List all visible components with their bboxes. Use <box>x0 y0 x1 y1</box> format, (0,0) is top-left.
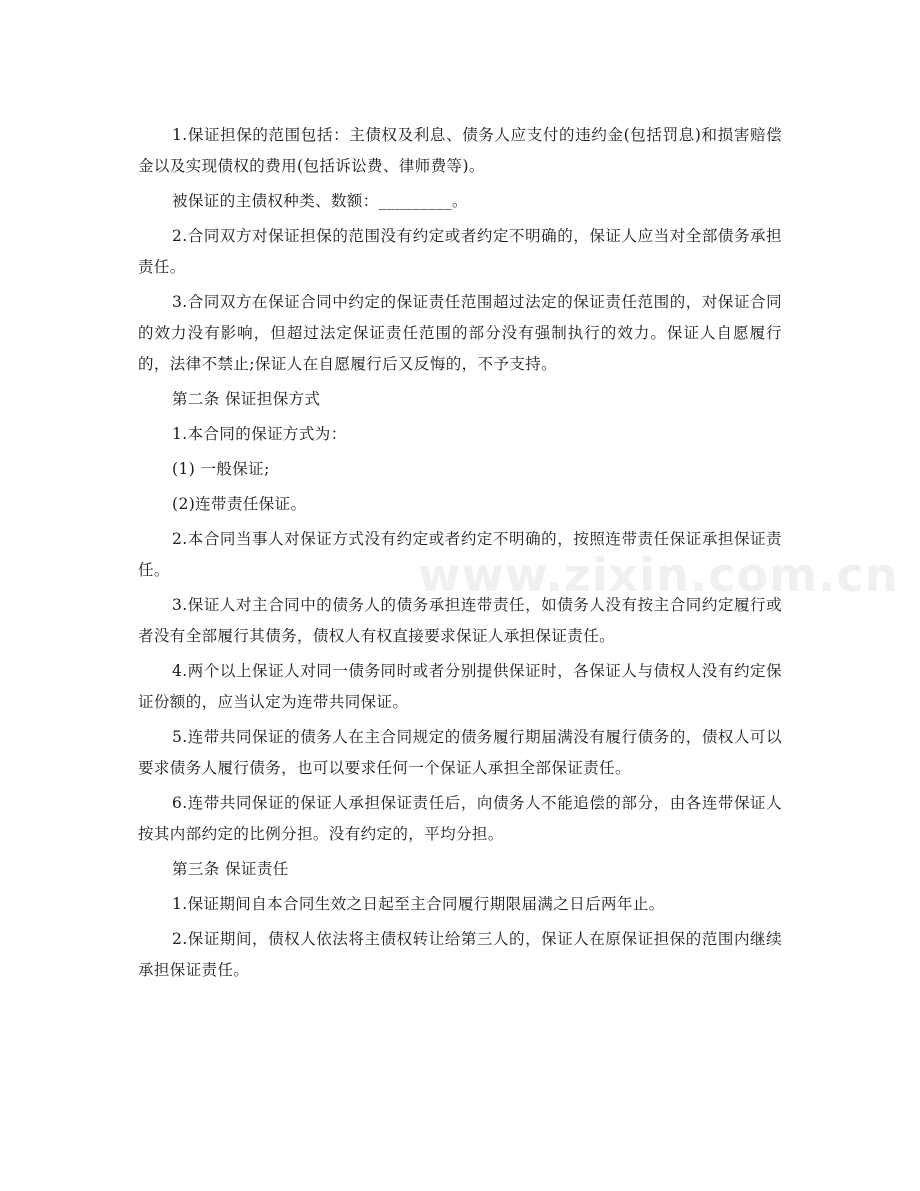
paragraph-guarantee-scope: 1.保证担保的范围包括：主债权及利息、债务人应支付的违约金(包括罚息)和损害赔偿金以及实现债权的费用(包括诉讼费、律师费等)。 <box>138 126 782 175</box>
paragraph-joint-debt: 5.连带共同保证的债务人在主合同规定的债务履行期届满没有履行债务的，债权人可以要求债务人履行债务，也可以要求任何一个保证人承担全部保证责任。 <box>138 728 782 777</box>
paragraph-joint-liability: 3.保证人对主合同中的债务人的债务承担连带责任，如债务人没有按主合同约定履行或者没有全部履行其债务，债权人有权直接要求保证人承担保证责任。 <box>138 596 782 645</box>
paragraph-excess-scope: 3.合同双方在保证合同中约定的保证责任范围超过法定的保证责任范围的，对保证合同的效力没有影响，但超过法定保证责任范围的部分没有强制执行的效力。保证人自愿履行的，法律不禁止;保证人在自愿履行后又反悔的，不予支持。 <box>138 293 782 373</box>
paragraph-unclear-scope: 2.合同双方对保证担保的范围没有约定或者约定不明确的，保证人应当对全部债务承担责任。 <box>138 227 782 276</box>
document-body <box>138 120 782 990</box>
paragraph-guarantee-method: 1.本合同的保证方式为： <box>172 425 347 443</box>
paragraph-claim-transfer: 2.保证期间，债权人依法将主债权转让给第三人的，保证人在原保证担保的范围内继续承担保证责任。 <box>138 930 782 979</box>
paragraph-unclear-method: 2.本合同当事人对保证方式没有约定或者约定不明确的，按照连带责任保证承担保证责任。 <box>138 530 782 579</box>
paragraph-principal-claim: 被保证的主债权种类、数额：_________。 <box>172 192 468 210</box>
option-general-guarantee: (1) 一般保证; <box>172 460 270 478</box>
watermark: www.zixin.com.cn <box>418 548 899 602</box>
option-joint-liability: (2)连带责任保证。 <box>172 495 307 513</box>
section-heading-article-3: 第三条 保证责任 <box>172 860 289 878</box>
paragraph-guarantee-period: 1.保证期间自本合同生效之日起至主合同履行期限届满之日后两年止。 <box>172 895 665 913</box>
paragraph-recourse: 6.连带共同保证的保证人承担保证责任后，向债务人不能追偿的部分，由各连带保证人按其内部约定的比例分担。没有约定的，平均分担。 <box>138 794 782 843</box>
section-heading-article-2: 第二条 保证担保方式 <box>172 390 321 408</box>
paragraph-multiple-guarantors: 4.两个以上保证人对同一债务同时或者分别提供保证时，各保证人与债权人没有约定保证份额的，应当认定为连带共同保证。 <box>138 662 782 711</box>
